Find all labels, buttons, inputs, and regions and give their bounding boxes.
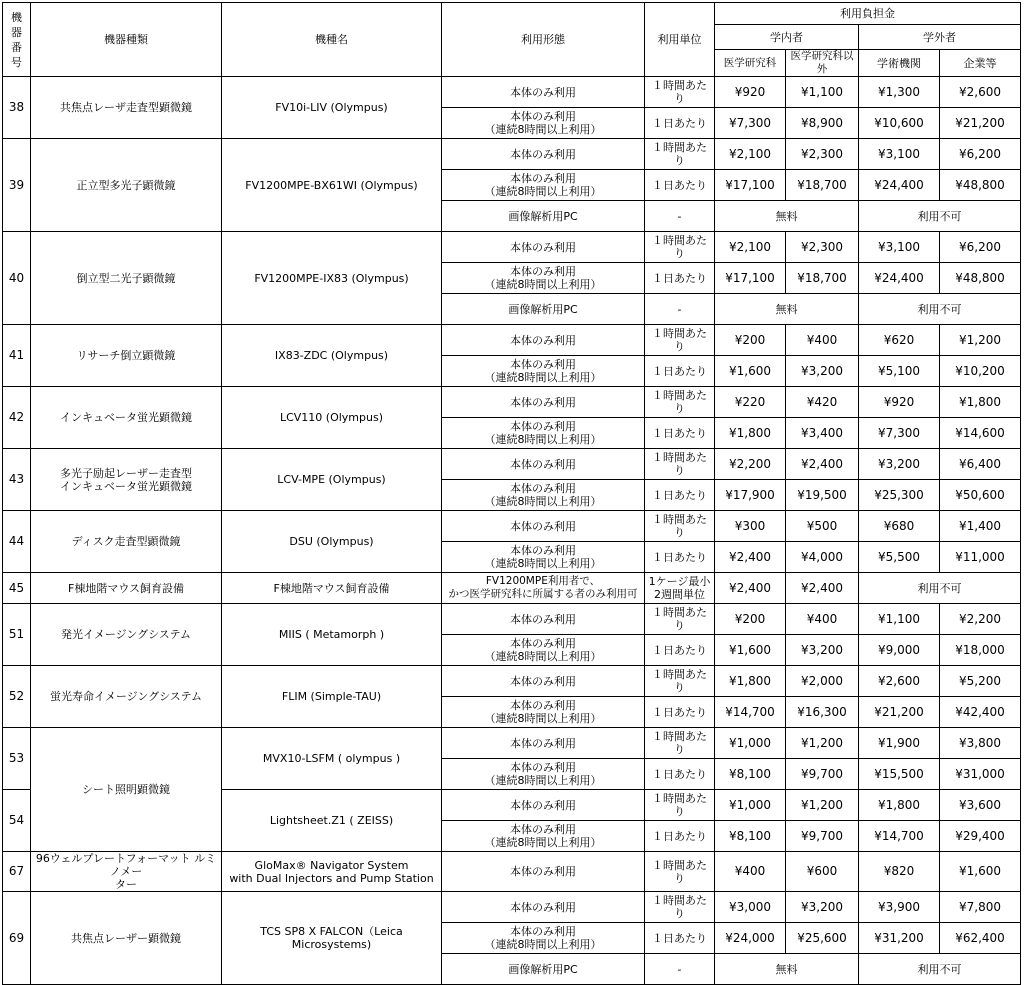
usage-form-cell: 本体のみ利用 （連続8時間以上利用） [442, 759, 645, 790]
fee-free-cell: 無料 [715, 294, 859, 325]
usage-unit-cell: - [645, 954, 715, 985]
fee-cell: ¥400 [715, 852, 786, 892]
fee-cell: ¥2,400 [715, 573, 786, 604]
fee-unavailable-cell: 利用不可 [859, 201, 1021, 232]
usage-unit-cell: １時間あたり [645, 511, 715, 542]
model-name-cell: MVX10-LSFM ( olympus ) [222, 728, 442, 790]
fee-table [2, 2, 1021, 985]
fee-cell: ¥21,200 [940, 108, 1021, 139]
usage-form-cell: 本体のみ利用 [442, 387, 645, 418]
fee-cell: ¥8,100 [715, 821, 786, 852]
usage-form-cell: 本体のみ利用 （連続8時間以上利用） [442, 108, 645, 139]
usage-form-cell: FV1200MPE利用者で、 かつ医学研究科に所属する者のみ利用可 [442, 573, 645, 604]
fee-cell: ¥31,000 [940, 759, 1021, 790]
fee-cell: ¥2,300 [786, 232, 859, 263]
equipment-type-cell: 共焦点レーザ走査型顕微鏡 [31, 77, 222, 139]
fee-cell: ¥24,400 [859, 263, 940, 294]
equipment-number-cell: 51 [3, 604, 31, 666]
usage-unit-cell: １時間あたり [645, 325, 715, 356]
fee-cell: ¥3,200 [786, 356, 859, 387]
usage-form-cell: 本体のみ利用 [442, 852, 645, 892]
usage-form-cell: 本体のみ利用 （連続8時間以上利用） [442, 542, 645, 573]
equipment-type-cell: F棟地階マウス飼育設備 [31, 573, 222, 604]
fee-cell: ¥1,800 [715, 666, 786, 697]
fee-cell: ¥1,300 [859, 77, 940, 108]
fee-cell: ¥7,300 [715, 108, 786, 139]
usage-form-cell: 本体のみ利用 [442, 232, 645, 263]
fee-cell: ¥3,200 [859, 449, 940, 480]
equipment-number-cell: 54 [3, 790, 31, 852]
fee-cell: ¥29,400 [940, 821, 1021, 852]
header-equipment-number: 機 器 番 号 [3, 3, 31, 77]
usage-unit-cell: １日あたり [645, 418, 715, 449]
fee-cell: ¥2,200 [715, 449, 786, 480]
fee-unavailable-cell: 利用不可 [859, 573, 1021, 604]
equipment-number-cell: 67 [3, 852, 31, 892]
fee-cell: ¥16,300 [786, 697, 859, 728]
usage-form-cell: 画像解析用PC [442, 201, 645, 232]
equipment-type-cell: シート照明顕微鏡 [31, 728, 222, 852]
fee-cell: ¥10,200 [940, 356, 1021, 387]
fee-cell: ¥31,200 [859, 923, 940, 954]
fee-cell: ¥6,200 [940, 139, 1021, 170]
fee-cell: ¥18,700 [786, 263, 859, 294]
fee-cell: ¥1,900 [859, 728, 940, 759]
model-name-cell: FV1200MPE-BX61WI (Olympus) [222, 139, 442, 232]
fee-cell: ¥1,100 [786, 77, 859, 108]
equipment-number-cell: 45 [3, 573, 31, 604]
fee-cell: ¥9,700 [786, 759, 859, 790]
usage-form-cell: 本体のみ利用 （連続8時間以上利用） [442, 263, 645, 294]
usage-form-cell: 本体のみ利用 （連続8時間以上利用） [442, 697, 645, 728]
fee-cell: ¥7,800 [940, 892, 1021, 923]
model-name-cell: FLIM (Simple-TAU) [222, 666, 442, 728]
usage-unit-cell: １日あたり [645, 108, 715, 139]
model-name-cell: LCV110 (Olympus) [222, 387, 442, 449]
usage-unit-cell: - [645, 294, 715, 325]
fee-cell: ¥3,200 [786, 635, 859, 666]
fee-cell: ¥48,800 [940, 170, 1021, 201]
fee-cell: ¥6,200 [940, 232, 1021, 263]
fee-free-cell: 無料 [715, 201, 859, 232]
usage-form-cell: 本体のみ利用 [442, 790, 645, 821]
equipment-number-cell: 40 [3, 232, 31, 325]
equipment-type-cell: 発光イメージングシステム [31, 604, 222, 666]
header-external: 学外者 [859, 25, 1021, 50]
usage-unit-cell: １日あたり [645, 542, 715, 573]
fee-cell: ¥6,400 [940, 449, 1021, 480]
fee-cell: ¥500 [786, 511, 859, 542]
equipment-type-cell: 倒立型二光子顕微鏡 [31, 232, 222, 325]
fee-cell: ¥1,400 [940, 511, 1021, 542]
model-name-cell: TCS SP8 X FALCON（Leica Microsystems) [222, 892, 442, 985]
equipment-number-cell: 52 [3, 666, 31, 728]
header-equipment-type: 機器種類 [31, 3, 222, 77]
fee-cell: ¥1,000 [715, 790, 786, 821]
fee-cell: ¥1,600 [940, 852, 1021, 892]
header-company: 企業等 [940, 50, 1021, 77]
fee-cell: ¥9,000 [859, 635, 940, 666]
header-medical: 医学研究科 [715, 50, 786, 77]
fee-cell: ¥1,800 [940, 387, 1021, 418]
fee-cell: ¥5,200 [940, 666, 1021, 697]
usage-unit-cell: １日あたり [645, 635, 715, 666]
fee-cell: ¥21,200 [859, 697, 940, 728]
model-name-cell: DSU (Olympus) [222, 511, 442, 573]
equipment-number-cell: 38 [3, 77, 31, 139]
equipment-number-cell: 39 [3, 139, 31, 232]
usage-unit-cell: １時間あたり [645, 604, 715, 635]
usage-unit-cell: １時間あたり [645, 77, 715, 108]
equipment-number-cell: 44 [3, 511, 31, 573]
equipment-type-cell: ディスク走査型顕微鏡 [31, 511, 222, 573]
fee-cell: ¥2,200 [940, 604, 1021, 635]
header-usage-form: 利用形態 [442, 3, 645, 77]
fee-cell: ¥17,100 [715, 170, 786, 201]
header-usage-fee: 利用負担金 [715, 3, 1021, 25]
usage-unit-cell: １時間あたり [645, 852, 715, 892]
fee-cell: ¥220 [715, 387, 786, 418]
model-name-cell: FV1200MPE-IX83 (Olympus) [222, 232, 442, 325]
model-name-cell: GloMax® Navigator System with Dual Injectors and Pump Station [222, 852, 442, 892]
header-model-name: 機種名 [222, 3, 442, 77]
fee-cell: ¥620 [859, 325, 940, 356]
usage-unit-cell: １時間あたり [645, 387, 715, 418]
equipment-number-cell: 53 [3, 728, 31, 790]
fee-cell: ¥8,100 [715, 759, 786, 790]
fee-cell: ¥14,600 [940, 418, 1021, 449]
fee-cell: ¥18,700 [786, 170, 859, 201]
usage-form-cell: 本体のみ利用 （連続8時間以上利用） [442, 356, 645, 387]
usage-unit-cell: １時間あたり [645, 139, 715, 170]
fee-cell: ¥24,400 [859, 170, 940, 201]
fee-cell: ¥17,900 [715, 480, 786, 511]
fee-cell: ¥1,800 [859, 790, 940, 821]
fee-cell: ¥24,000 [715, 923, 786, 954]
fee-free-cell: 無料 [715, 954, 859, 985]
usage-unit-cell: １日あたり [645, 821, 715, 852]
usage-form-cell: 本体のみ利用 （連続8時間以上利用） [442, 821, 645, 852]
usage-form-cell: 本体のみ利用 [442, 139, 645, 170]
equipment-type-cell: インキュベータ蛍光顕微鏡 [31, 387, 222, 449]
model-name-cell: Lightsheet.Z1 ( ZEISS) [222, 790, 442, 852]
usage-form-cell: 画像解析用PC [442, 294, 645, 325]
fee-cell: ¥2,600 [940, 77, 1021, 108]
fee-cell: ¥3,400 [786, 418, 859, 449]
equipment-type-cell: 正立型多光子顕微鏡 [31, 139, 222, 232]
fee-cell: ¥2,400 [786, 449, 859, 480]
fee-cell: ¥15,500 [859, 759, 940, 790]
fee-cell: ¥17,100 [715, 263, 786, 294]
fee-cell: ¥11,000 [940, 542, 1021, 573]
fee-cell: ¥7,300 [859, 418, 940, 449]
header-usage-unit: 利用単位 [645, 3, 715, 77]
model-name-cell: FV10i-LIV (Olympus) [222, 77, 442, 139]
fee-cell: ¥9,700 [786, 821, 859, 852]
fee-cell: ¥3,100 [859, 139, 940, 170]
fee-cell: ¥1,100 [859, 604, 940, 635]
fee-cell: ¥300 [715, 511, 786, 542]
fee-cell: ¥2,400 [786, 573, 859, 604]
usage-form-cell: 画像解析用PC [442, 954, 645, 985]
fee-cell: ¥3,200 [786, 892, 859, 923]
fee-cell: ¥2,600 [859, 666, 940, 697]
fee-cell: ¥2,300 [786, 139, 859, 170]
fee-cell: ¥5,500 [859, 542, 940, 573]
fee-cell: ¥3,900 [859, 892, 940, 923]
usage-unit-cell: １時間あたり [645, 728, 715, 759]
fee-cell: ¥5,100 [859, 356, 940, 387]
usage-form-cell: 本体のみ利用 （連続8時間以上利用） [442, 635, 645, 666]
fee-cell: ¥1,800 [715, 418, 786, 449]
usage-form-cell: 本体のみ利用 [442, 892, 645, 923]
usage-unit-cell: １日あたり [645, 356, 715, 387]
usage-unit-cell: １時間あたり [645, 449, 715, 480]
fee-cell: ¥14,700 [859, 821, 940, 852]
fee-cell: ¥680 [859, 511, 940, 542]
equipment-number-cell: 42 [3, 387, 31, 449]
usage-form-cell: 本体のみ利用 [442, 728, 645, 759]
fee-cell: ¥42,400 [940, 697, 1021, 728]
header-internal: 学内者 [715, 25, 859, 50]
fee-cell: ¥18,000 [940, 635, 1021, 666]
model-name-cell: LCV-MPE (Olympus) [222, 449, 442, 511]
fee-cell: ¥2,100 [715, 232, 786, 263]
usage-unit-cell: １日あたり [645, 759, 715, 790]
fee-cell: ¥1,600 [715, 635, 786, 666]
fee-cell: ¥1,600 [715, 356, 786, 387]
fee-cell: ¥1,000 [715, 728, 786, 759]
fee-cell: ¥2,000 [786, 666, 859, 697]
header-non-medical: 医学研究科以外 [786, 50, 859, 77]
usage-form-cell: 本体のみ利用 [442, 449, 645, 480]
fee-cell: ¥48,800 [940, 263, 1021, 294]
fee-cell: ¥25,600 [786, 923, 859, 954]
equipment-type-cell: リサーチ倒立顕微鏡 [31, 325, 222, 387]
usage-unit-cell: １日あたり [645, 170, 715, 201]
fee-cell: ¥3,800 [940, 728, 1021, 759]
equipment-type-cell: 共焦点レーザー顕微鏡 [31, 892, 222, 985]
fee-cell: ¥820 [859, 852, 940, 892]
usage-form-cell: 本体のみ利用 （連続8時間以上利用） [442, 923, 645, 954]
usage-unit-cell: １時間あたり [645, 790, 715, 821]
fee-cell: ¥3,600 [940, 790, 1021, 821]
usage-form-cell: 本体のみ利用 [442, 511, 645, 542]
fee-unavailable-cell: 利用不可 [859, 954, 1021, 985]
usage-form-cell: 本体のみ利用 （連続8時間以上利用） [442, 480, 645, 511]
fee-cell: ¥400 [786, 604, 859, 635]
fee-cell: ¥1,200 [786, 728, 859, 759]
fee-cell: ¥600 [786, 852, 859, 892]
fee-cell: ¥400 [786, 325, 859, 356]
fee-cell: ¥1,200 [786, 790, 859, 821]
usage-unit-cell: １時間あたり [645, 232, 715, 263]
usage-unit-cell: - [645, 201, 715, 232]
usage-unit-cell: １時間あたり [645, 892, 715, 923]
fee-cell: ¥420 [786, 387, 859, 418]
fee-cell: ¥10,600 [859, 108, 940, 139]
fee-cell: ¥2,100 [715, 139, 786, 170]
fee-cell: ¥8,900 [786, 108, 859, 139]
equipment-type-cell: 96ウェルプレートフォーマット ルミノメー ター [31, 852, 222, 892]
fee-cell: ¥3,000 [715, 892, 786, 923]
usage-unit-cell: 1ケージ最小 2週間単位 [645, 573, 715, 604]
header-academic: 学術機関 [859, 50, 940, 77]
fee-cell: ¥4,000 [786, 542, 859, 573]
equipment-type-cell: 多光子励起レーザー走査型 インキュベータ蛍光顕微鏡 [31, 449, 222, 511]
model-name-cell: MIIS ( Metamorph ) [222, 604, 442, 666]
usage-form-cell: 本体のみ利用 [442, 666, 645, 697]
fee-cell: ¥3,100 [859, 232, 940, 263]
equipment-number-cell: 69 [3, 892, 31, 985]
fee-unavailable-cell: 利用不可 [859, 294, 1021, 325]
usage-unit-cell: １日あたり [645, 697, 715, 728]
fee-cell: ¥200 [715, 604, 786, 635]
equipment-number-cell: 41 [3, 325, 31, 387]
model-name-cell: F棟地階マウス飼育設備 [222, 573, 442, 604]
fee-cell: ¥25,300 [859, 480, 940, 511]
fee-cell: ¥1,200 [940, 325, 1021, 356]
usage-form-cell: 本体のみ利用 [442, 77, 645, 108]
fee-cell: ¥62,400 [940, 923, 1021, 954]
fee-cell: ¥50,600 [940, 480, 1021, 511]
usage-form-cell: 本体のみ利用 [442, 325, 645, 356]
model-name-cell: IX83-ZDC (Olympus) [222, 325, 442, 387]
fee-cell: ¥14,700 [715, 697, 786, 728]
fee-cell: ¥920 [859, 387, 940, 418]
usage-unit-cell: １時間あたり [645, 666, 715, 697]
fee-cell: ¥2,400 [715, 542, 786, 573]
usage-form-cell: 本体のみ利用 （連続8時間以上利用） [442, 418, 645, 449]
usage-unit-cell: １日あたり [645, 480, 715, 511]
usage-unit-cell: １日あたり [645, 923, 715, 954]
fee-cell: ¥19,500 [786, 480, 859, 511]
fee-cell: ¥200 [715, 325, 786, 356]
usage-unit-cell: １日あたり [645, 263, 715, 294]
equipment-type-cell: 蛍光寿命イメージングシステム [31, 666, 222, 728]
usage-form-cell: 本体のみ利用 （連続8時間以上利用） [442, 170, 645, 201]
fee-cell: ¥920 [715, 77, 786, 108]
equipment-number-cell: 43 [3, 449, 31, 511]
usage-form-cell: 本体のみ利用 [442, 604, 645, 635]
